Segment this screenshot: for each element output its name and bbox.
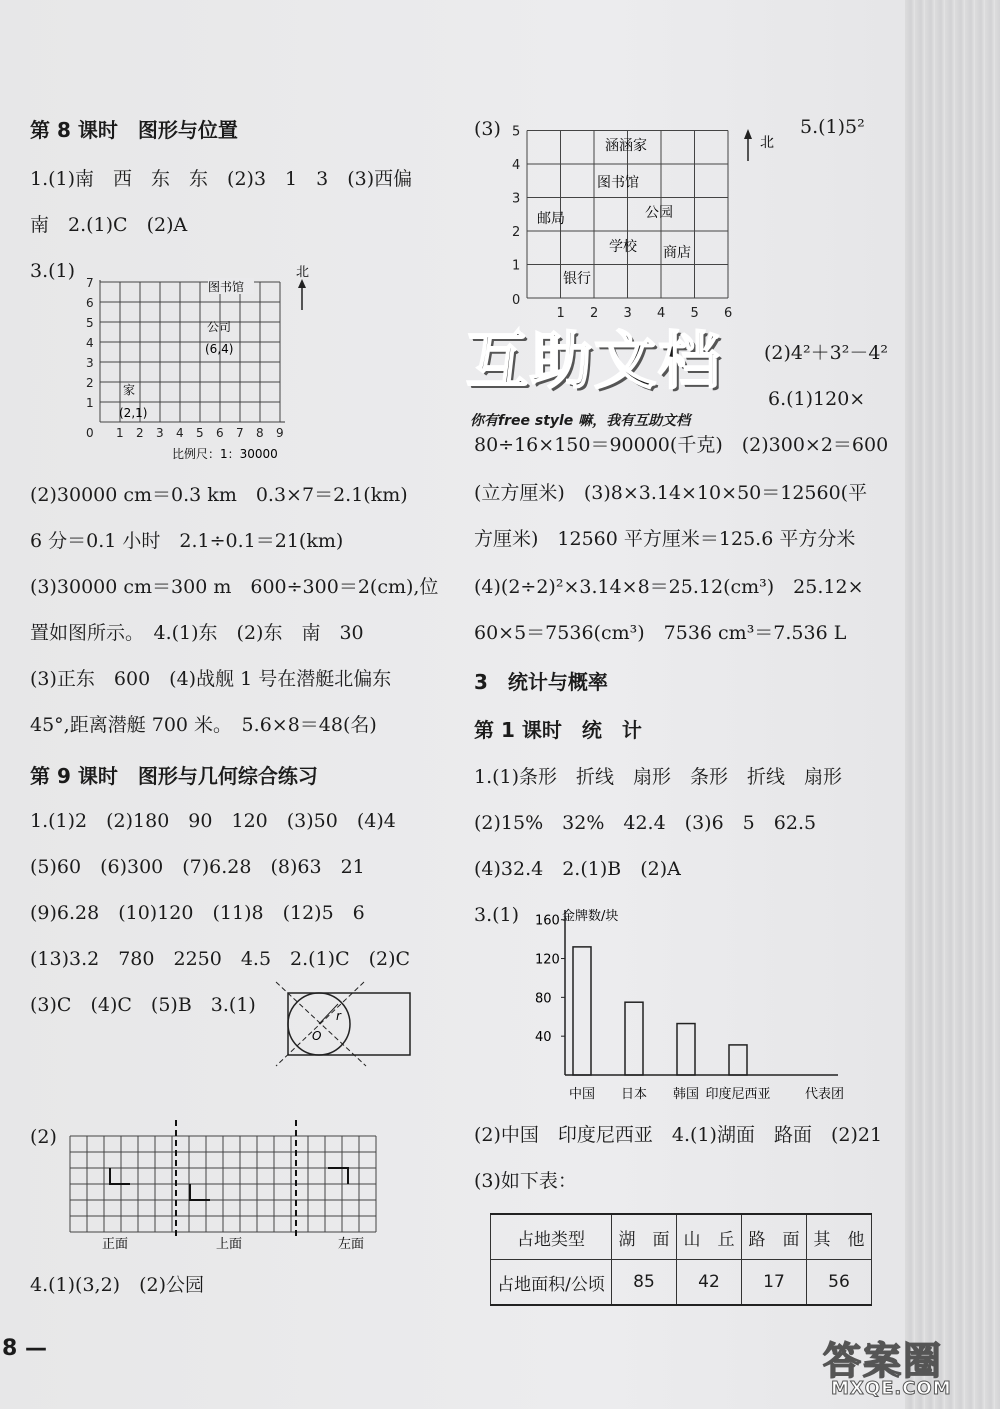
watermark-tagline: 你有free style 嘛，我有互助文档 <box>470 413 691 429</box>
answer-line: (3)30000 cm＝300 m 600÷300＝2(cm),位 <box>30 576 439 598</box>
map2-x-tick: 3 <box>623 306 632 321</box>
map-label-company: 公司 <box>207 320 232 334</box>
watermark-logo: 互助文档 <box>466 324 723 397</box>
three-views-grid <box>68 1120 428 1260</box>
answer-line: 6.(1)120× <box>768 388 866 410</box>
lesson-1-title: 第 1 课时 统 计 <box>474 718 642 742</box>
answer-line: 方厘米) 12560 平方厘米＝125.6 平方分米 <box>474 528 856 550</box>
map-coord-company: (6,4) <box>205 342 234 356</box>
map1-x-tick: 7 <box>236 426 244 440</box>
answer-line: 5.(1)5² <box>800 116 865 138</box>
map1-y-tick: 5 <box>86 316 94 330</box>
bar <box>625 1002 643 1075</box>
north-label: 北 <box>296 265 310 280</box>
answer-line: (3) <box>474 118 501 140</box>
table-header-cell: 占地类型 <box>491 1214 612 1260</box>
north-label: 北 <box>760 135 774 151</box>
lesson-9-title: 第 9 课时 图形与几何综合练习 <box>30 764 318 788</box>
map1-x-tick: 9 <box>276 426 284 440</box>
view-front-label: 正面 <box>102 1237 129 1252</box>
map1-x-tick: 5 <box>196 426 204 440</box>
map2-y-tick: 2 <box>512 225 521 240</box>
answer-line: 1.(1)南 西 东 东 (2)3 1 3 (3)西偏 <box>30 168 413 190</box>
map2-x-tick: 2 <box>590 306 599 321</box>
y-axis-title: 金牌数/块 <box>562 909 619 924</box>
answer-line: (3)正东 600 (4)战舰 1 号在潜艇北偏东 <box>30 668 392 690</box>
map1-x-tick: 0 <box>86 426 94 440</box>
x-category-label: 印度尼西亚 <box>705 1087 771 1102</box>
answer-line: 置如图所示。 4.(1)东 (2)东 南 30 <box>30 622 364 644</box>
map1-y-tick: 4 <box>86 336 94 350</box>
map2-x-tick: 1 <box>556 306 565 321</box>
answer-line: (5)60 (6)300 (7)6.28 (8)63 21 <box>30 856 365 878</box>
map-label-library: 图书馆 <box>208 280 245 294</box>
y-tick-label: 40 <box>535 1030 552 1046</box>
answer-line: 80÷16×150＝90000(千克) (2)300×2＝600 <box>474 434 889 456</box>
map2-y-tick: 3 <box>512 191 521 207</box>
table-header-cell: 路 面 <box>742 1214 807 1260</box>
map1-x-tick: 6 <box>216 426 224 440</box>
answer-line: (2)中国 印度尼西亚 4.(1)湖面 路面 (2)21 <box>474 1124 883 1146</box>
bar <box>729 1045 747 1075</box>
map-label-school: 学校 <box>609 239 637 255</box>
map1-y-tick: 1 <box>86 396 94 410</box>
map-label-shop: 商店 <box>663 245 691 261</box>
answer-line: 1.(1)条形 折线 扇形 条形 折线 扇形 <box>474 766 843 788</box>
y-tick-label: 120 <box>535 952 560 968</box>
answer-line: (4)32.4 2.(1)B (2)A <box>474 858 681 880</box>
logo-domain: MXQE.COM <box>831 1378 952 1399</box>
map1-x-tick: 2 <box>136 426 144 440</box>
chapter-3-title: 3 统计与概率 <box>474 670 608 694</box>
table-cell: 17 <box>742 1260 807 1306</box>
table-cell: 56 <box>807 1260 872 1306</box>
map1-y-tick: 2 <box>86 376 94 390</box>
position-map-2 <box>505 115 790 325</box>
bar <box>677 1024 695 1075</box>
answer-line: (2) <box>30 1126 57 1148</box>
x-axis-title: 代表团 <box>805 1087 845 1102</box>
gold-medal-bar-chart <box>520 900 870 1105</box>
map-coord-home: (2,1) <box>119 406 148 420</box>
map-label-bank: 银行 <box>563 271 591 287</box>
table-row-label: 占地面积/公顷 <box>491 1260 612 1306</box>
map-scale: 比例尺：1：30000 <box>172 447 278 461</box>
map1-x-tick: 8 <box>256 426 264 440</box>
answer-line: 6 分＝0.1 小时 2.1÷0.1＝21(km) <box>30 530 344 552</box>
center-label: O <box>312 1029 322 1043</box>
table-header-cell: 其 他 <box>807 1214 872 1260</box>
table-cell: 85 <box>612 1260 677 1306</box>
land-use-table <box>490 1213 872 1306</box>
map1-x-tick: 3 <box>156 426 164 440</box>
map1-y-tick: 7 <box>86 276 94 290</box>
map2-x-tick: 4 <box>657 306 666 321</box>
table-header-row <box>491 1214 872 1260</box>
answer-line: 60×5＝7536(cm³) 7536 cm³＝7.536 L <box>474 622 847 644</box>
answer-line: (立方厘米) (3)8×3.14×10×50＝12560(平 <box>474 482 868 504</box>
answer-line: (3)如下表： <box>474 1170 577 1192</box>
map-label-hanhan-home: 涵涵家 <box>605 138 647 154</box>
answer-line: 1.(1)2 (2)180 90 120 (3)50 (4)4 <box>30 810 396 832</box>
book-edge <box>905 0 1000 1409</box>
answer-line: (9)6.28 (10)120 (11)8 (12)5 6 <box>30 902 365 924</box>
map-label-post-office: 邮局 <box>537 211 565 227</box>
map1-y-tick: 3 <box>86 356 94 370</box>
answer-line: 3.(1) <box>474 904 520 926</box>
site-logo <box>823 1330 991 1402</box>
y-tick-label: 80 <box>535 991 552 1007</box>
y-tick-label: 160 <box>535 913 560 929</box>
map-label-library: 图书馆 <box>597 175 639 191</box>
answer-line: (2)30000 cm＝0.3 km 0.3×7＝2.1(km) <box>30 484 408 506</box>
page-number: 8 — <box>2 1336 47 1361</box>
answer-line: (2)15% 32% 42.4 (3)6 5 62.5 <box>474 812 817 834</box>
answer-line: (3)C (4)C (5)B 3.(1) <box>30 994 256 1016</box>
answer-line: 南 2.(1)C (2)A <box>30 214 188 236</box>
map1-y-tick: 6 <box>86 296 94 310</box>
circle-rectangle-figure <box>270 978 420 1068</box>
map2-origin-tick: 0 <box>512 293 521 308</box>
x-category-label: 韩国 <box>672 1087 700 1102</box>
position-map-1 <box>80 262 320 467</box>
x-category-label: 日本 <box>620 1087 648 1102</box>
map2-x-tick: 5 <box>690 306 699 321</box>
table-header-cell: 山 丘 <box>677 1214 742 1260</box>
map1-x-tick: 4 <box>176 426 184 440</box>
map2-y-tick: 1 <box>512 258 521 274</box>
logo-text: 答案圈 <box>823 1339 944 1383</box>
x-category-label: 中国 <box>568 1087 596 1102</box>
lesson-8-title: 第 8 课时 图形与位置 <box>30 118 238 142</box>
answer-line: 4.(1)(3,2) (2)公园 <box>30 1274 204 1296</box>
table-header-cell: 湖 面 <box>612 1214 677 1260</box>
view-left-label: 左面 <box>338 1237 365 1252</box>
table-cell: 42 <box>677 1260 742 1306</box>
answer-line: (4)(2÷2)²×3.14×8＝25.12(cm³) 25.12× <box>474 576 864 598</box>
map2-y-tick: 4 <box>512 158 521 173</box>
map1-x-tick: 1 <box>116 426 124 440</box>
table-row <box>491 1260 872 1306</box>
answer-line: (13)3.2 780 2250 4.5 2.(1)C (2)C <box>30 948 411 970</box>
map-label-home: 家 <box>123 383 136 397</box>
map2-y-tick: 5 <box>512 124 521 140</box>
radius-label: r <box>336 1009 341 1023</box>
answer-line: (2)4²＋3²－4² <box>764 342 889 364</box>
map-label-park: 公园 <box>645 205 673 221</box>
answer-line: 3.(1) <box>30 260 76 282</box>
view-top-label: 上面 <box>216 1237 243 1252</box>
map2-x-tick: 6 <box>724 306 733 321</box>
answer-line: 45°,距离潜艇 700 米。 5.6×8＝48(名) <box>30 714 377 736</box>
bar <box>573 947 591 1075</box>
